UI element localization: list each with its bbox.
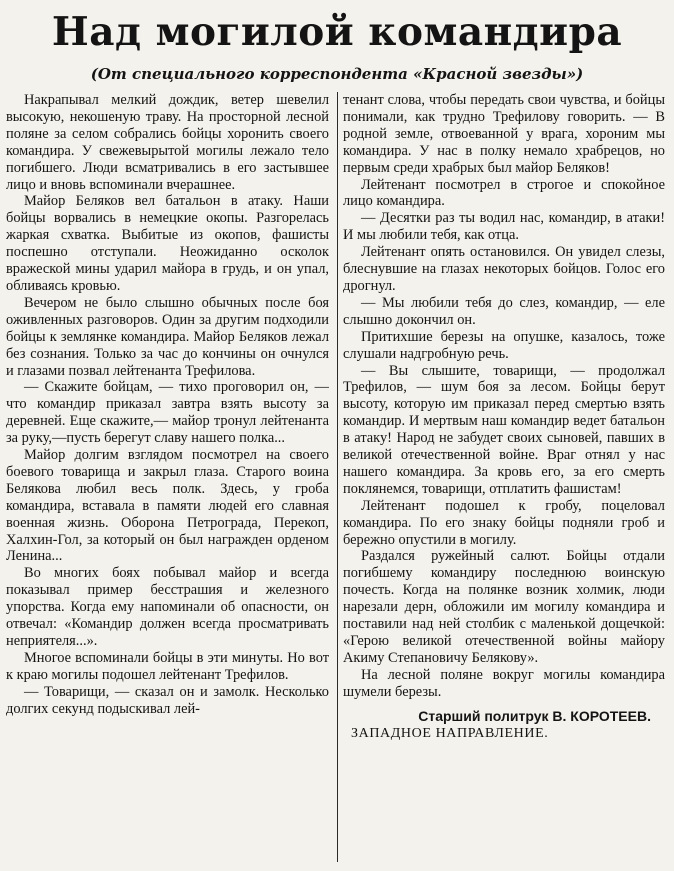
paragraph: Во многих боях побывал майор и всегда показывал пример бесстрашия и железного упорства. Когда ему напоминали об опасности, он отвечал: «Командир должен всегда просматривать неприятеля...». — [6, 565, 329, 649]
paragraph: — Десятки раз ты водил нас, командир, в атаки! И мы любили тебя, как отца. — [343, 210, 665, 244]
front-direction: ЗАПАДНОЕ НАПРАВЛЕНИЕ. — [351, 725, 549, 741]
paragraph: — Мы любили тебя до слез, командир, — еле слышно докончил он. — [343, 294, 665, 328]
paragraph: тенант слова, чтобы передать свои чувства, и бойцы понимали, как трудно Трефилову говорить. — В родной земле, отвоеванной у врага, хороним мы командира. У нас в полку немало храбрецов, но первым среди храбрых был майор Беляков! — [343, 92, 665, 176]
left-column — [6, 92, 329, 862]
author-signature: Старший политрук В. КОРОТЕЕВ. — [418, 707, 651, 724]
column-divider — [337, 92, 338, 862]
article-subtitle: (От специального корреспондента «Красной звезды») — [90, 65, 584, 83]
paragraph: Раздался ружейный салют. Бойцы отдали погибшему командиру последнюю воинскую почесть. Когда на полянке возник холмик, люди нарезали дерн, обложили им могилу командира и поставили над ней столбик с маленькой дощечкой: «Герою великой отечественной войны майору Акиму Степановичу Белякову». — [343, 548, 665, 666]
paragraph: Накрапывал мелкий дождик, ветер шевелил высокую, некошеную траву. На просторной лесной поляне за селом собрались бойцы хоронить своего командира. У свежевырытой могилы лежало тело погибшего. Люди всматривались в его застывшее лицо и вновь вспоминали вчерашнее. — [6, 92, 329, 193]
paragraph: Лейтенант опять остановился. Он увидел слезы, блеснувшие на глазах некоторых бойцов. Голос его дрогнул. — [343, 244, 665, 294]
paragraph: Многое вспоминали бойцы в эти минуты. Но вот к краю могилы подошел лейтенант Трефилов. — [6, 649, 329, 683]
paragraph: — Скажите бойцам, — тихо проговорил он, — что командир приказал завтра взять высоту за деревней. Еще скажите,— майор тронул лейтенанта за руку,—пусть берегут славу нашего полка... — [6, 379, 329, 447]
paragraph: На лесной поляне вокруг могилы командира шумели березы. — [343, 666, 665, 700]
paragraph: Вечером не было слышно обычных после боя оживленных разговоров. Один за другим подходили бойцы к землянке командира. Майор Беляков лежал без сознания. Только за час до кончины он очнулся и глазами позвал лейтенанта Трефилова. — [6, 294, 329, 379]
right-column — [343, 92, 665, 862]
paragraph: Майор долгим взглядом посмотрел на своего боевого товарища и закрыл глаза. Старого воина Белякова любил весь полк. Здесь, у гроба командира, вставала в памяти людей его славная военная жизнь. Оборона Петрограда, Перекоп, Халхин-Гол, за который он был награжден орденом Ленина... — [6, 447, 329, 565]
paragraph: Притихшие березы на опушке, казалось, тоже слушали надгробную речь. — [343, 328, 665, 362]
article-title: Над могилой командира — [51, 9, 623, 55]
paragraph: Лейтенант посмотрел в строгое и спокойное лицо командира. — [343, 176, 665, 210]
paragraph: — Товарищи, — сказал он и замолк. Несколько долгих секунд подыскивал лей- — [6, 683, 329, 717]
paragraph: — Вы слышите, товарищи, — продолжал Трефилов, — шум боя за лесом. Бойцы берут высоту, которую им приказал перед смертью взять командир. И мертвым наш командир ведет батальон в атаку! Народ не забудет своих сыновей, павших в великой отечественной войне. Враг отнял у нас нашего командира. За кровь его, за его смерть поклянемся, товарищи, отплатить фашистам! — [343, 362, 665, 497]
paragraph: Майор Беляков вел батальон в атаку. Наши бойцы ворвались в немецкие окопы. Разгорелась жаркая схватка. Выбитые из окопов, фашисты поспешно отступали. Неожиданно осколок вражеской мины ударил майора в грудь, и он упал, обливаясь кровью. — [6, 193, 329, 294]
paragraph: Лейтенант подошел к гробу, поцеловал командира. По его знаку бойцы подняли гроб и бережно опустили в могилу. — [343, 497, 665, 548]
